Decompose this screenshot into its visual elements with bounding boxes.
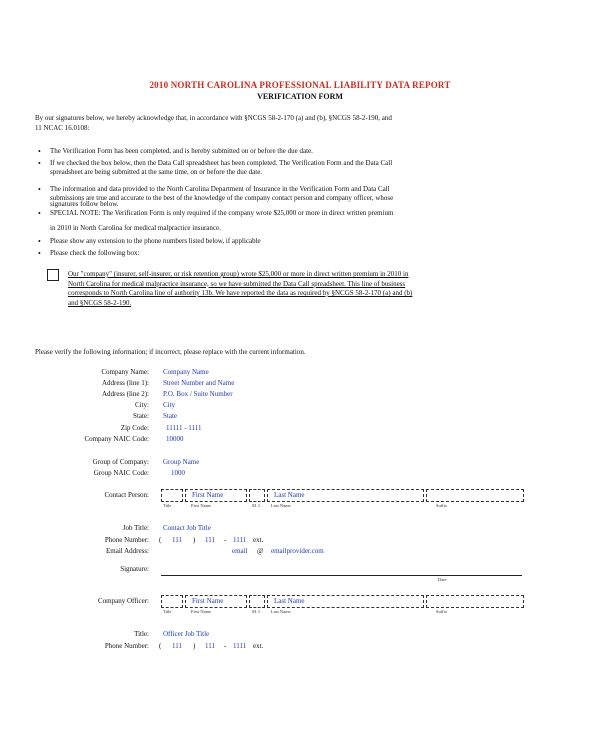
officer-phone-mid[interactable]: 111 bbox=[205, 642, 215, 650]
officer-title-label: Title: bbox=[134, 630, 149, 638]
verify-note: Please verify the following information; if incorrect, please replace with the current information. bbox=[35, 348, 306, 356]
bullet-completed: • The Verification Form has been completed, and is hereby submitted on or before the due date. bbox=[50, 147, 570, 156]
bullet-check-box: • Please check the following box: bbox=[50, 249, 570, 258]
officer-sub-first: First Name bbox=[191, 609, 212, 614]
bullet-accuracy-line-3: signatures follow below. bbox=[50, 200, 119, 208]
intro-text bbox=[35, 113, 575, 133]
address-line2-field[interactable]: P.O. Box / Suite Number bbox=[163, 390, 233, 398]
group-name-field[interactable]: Group Name bbox=[163, 458, 200, 466]
officer-phone-open: ( bbox=[159, 642, 162, 650]
job-title-field[interactable]: Contact Job Title bbox=[163, 524, 211, 532]
address-line2-label: Address (line 2): bbox=[101, 390, 149, 398]
address-line1-label: Address (line 1): bbox=[101, 379, 149, 387]
email-at: @ bbox=[257, 547, 264, 555]
bullet-accuracy bbox=[50, 185, 570, 209]
bullet-data-call-line-1: • If we checked the box below, then the Data Call spreadsheet has been completed. The Verification Form and the Data Call bbox=[50, 159, 393, 167]
officer-last-name-value: Last Name bbox=[274, 597, 305, 605]
signature-line[interactable] bbox=[161, 575, 522, 576]
officer-title-value[interactable]: Officer Job Title bbox=[163, 630, 210, 638]
contact-sub-title: Title bbox=[163, 503, 172, 508]
officer-phone-dash: - bbox=[224, 642, 227, 650]
group-name-label: Group of Company: bbox=[92, 458, 149, 466]
officer-first-name-value: First Name bbox=[192, 597, 224, 605]
contact-phone-close: ) bbox=[193, 536, 196, 544]
special-note-line-2: in 2010 in North Carolina for medical malpractice insurance. bbox=[50, 224, 221, 232]
email-domain-field[interactable]: emailprovider.com bbox=[271, 547, 324, 555]
bullet-data-call bbox=[50, 159, 570, 177]
company-name-field[interactable]: Company Name bbox=[163, 368, 209, 376]
zip-code-field[interactable]: 11111 - 1111 bbox=[166, 424, 202, 432]
officer-phone-ext: ext. bbox=[253, 642, 264, 650]
contact-suffix-field[interactable] bbox=[426, 489, 524, 502]
contact-phone-open: ( bbox=[159, 536, 162, 544]
company-officer-label: Company Officer: bbox=[98, 597, 149, 605]
state-field[interactable]: State bbox=[163, 412, 177, 420]
company-naic-field[interactable]: 10000 bbox=[166, 435, 184, 443]
bullet-data-call-line-2: spreadsheet are being submitted at the same time, on or before the due date. bbox=[50, 168, 263, 176]
officer-sub-mi: M. I. bbox=[252, 609, 261, 614]
officer-mi-field[interactable] bbox=[249, 595, 265, 608]
officer-suffix-field[interactable] bbox=[426, 595, 524, 608]
company-naic-label: Company NAIC Code: bbox=[84, 435, 149, 443]
bullet-extension: • Please show any extension to the phone numbers listed below, if applicable bbox=[50, 237, 570, 246]
contact-phone-end[interactable]: 1111 bbox=[233, 536, 247, 544]
contact-sub-first: First Name bbox=[191, 503, 212, 508]
premium-checkbox[interactable] bbox=[47, 269, 59, 281]
contact-first-name-field[interactable] bbox=[185, 489, 247, 502]
contact-sub-mi: M. I. bbox=[252, 503, 261, 508]
officer-first-name-field[interactable] bbox=[185, 595, 247, 608]
contact-mi-field[interactable] bbox=[249, 489, 265, 502]
contact-first-name-value: First Name bbox=[192, 491, 224, 499]
bullet-accuracy-line-1: • The information and data provided to the North Carolina Department of Insurance in the Verification Form and Data Call bbox=[50, 185, 390, 193]
officer-sub-suffix: Suffix bbox=[436, 609, 448, 614]
officer-phone-area[interactable]: 111 bbox=[172, 642, 182, 650]
officer-phone-label: Phone Number: bbox=[104, 642, 149, 650]
officer-phone-close: ) bbox=[193, 642, 196, 650]
contact-title-field[interactable] bbox=[161, 489, 183, 502]
officer-sub-title: Title bbox=[163, 609, 172, 614]
address-line1-field[interactable]: Street Number and Name bbox=[163, 379, 235, 387]
city-label: City: bbox=[134, 401, 149, 409]
bullet-special-note bbox=[50, 209, 570, 218]
officer-phone-end[interactable]: 1111 bbox=[233, 642, 247, 650]
officer-sub-last: Last Name bbox=[271, 609, 291, 614]
signature-date-label: Date bbox=[438, 577, 447, 582]
intro-line-2: 11 NCAC 16.0108: bbox=[35, 124, 90, 132]
bullet-accuracy-line-2: submissions are true and accurate to the best of the knowledge of the company contact person and company officer, whose bbox=[50, 194, 394, 202]
contact-sub-suffix: Suffix bbox=[436, 503, 448, 508]
contact-sub-last: Last Name bbox=[271, 503, 291, 508]
checkbox-statement bbox=[68, 270, 588, 308]
email-label: Email Address: bbox=[106, 547, 149, 555]
contact-phone-ext: ext. bbox=[253, 536, 264, 544]
signature-label: Signature: bbox=[120, 565, 149, 573]
group-naic-field[interactable]: 1000 bbox=[171, 469, 185, 477]
city-field[interactable]: City bbox=[163, 401, 176, 409]
contact-last-name-field[interactable] bbox=[267, 489, 424, 502]
form-subtitle: VERIFICATION FORM bbox=[257, 92, 343, 101]
state-label: State: bbox=[133, 412, 149, 420]
job-title-label: Job Title: bbox=[122, 524, 149, 532]
checkbox-line-3: corresponds to North Carolina line of authority 13b. We have reported the data as required by §NCGS 58-2-170 (a) and (b) bbox=[68, 289, 413, 297]
contact-phone-area[interactable]: 111 bbox=[172, 536, 182, 544]
zip-code-label: Zip Code: bbox=[120, 424, 149, 432]
contact-person-label: Contact Person: bbox=[104, 491, 149, 499]
intro-line-1: By our signatures below, we hereby acknowledge that, in accordance with §NCGS 58-2-170 (a) and (b), §NCGS 58-2-190, and bbox=[35, 114, 392, 122]
group-naic-label: Group NAIC Code: bbox=[93, 469, 149, 477]
contact-phone-label: Phone Number: bbox=[104, 536, 149, 544]
email-user-field[interactable]: email bbox=[232, 547, 248, 555]
checkbox-line-2: North Carolina for medical malpractice insurance, so we have submitted the Data Call spreadsheet. This line of business bbox=[68, 279, 406, 288]
page-title: 2010 NORTH CAROLINA PROFESSIONAL LIABILITY DATA REPORT bbox=[149, 80, 451, 90]
officer-title-field[interactable] bbox=[161, 595, 183, 608]
checkbox-line-4: and §NCGS 58-2-190. bbox=[68, 298, 132, 307]
bullet-special-note-line-1: • SPECIAL NOTE: The Verification Form is only required if the company wrote $25,000 or more in direct written premium bbox=[50, 209, 394, 217]
officer-last-name-field[interactable] bbox=[267, 595, 424, 608]
company-name-label: Company Name: bbox=[101, 368, 149, 376]
contact-phone-dash: - bbox=[224, 536, 227, 544]
checkbox-line-1: Our "company" (insurer, self-insurer, or risk retention group) wrote $25,000 or more in direct written premium in 2010 in bbox=[68, 270, 409, 278]
contact-phone-mid[interactable]: 111 bbox=[205, 536, 215, 544]
contact-last-name-value: Last Name bbox=[274, 491, 305, 499]
